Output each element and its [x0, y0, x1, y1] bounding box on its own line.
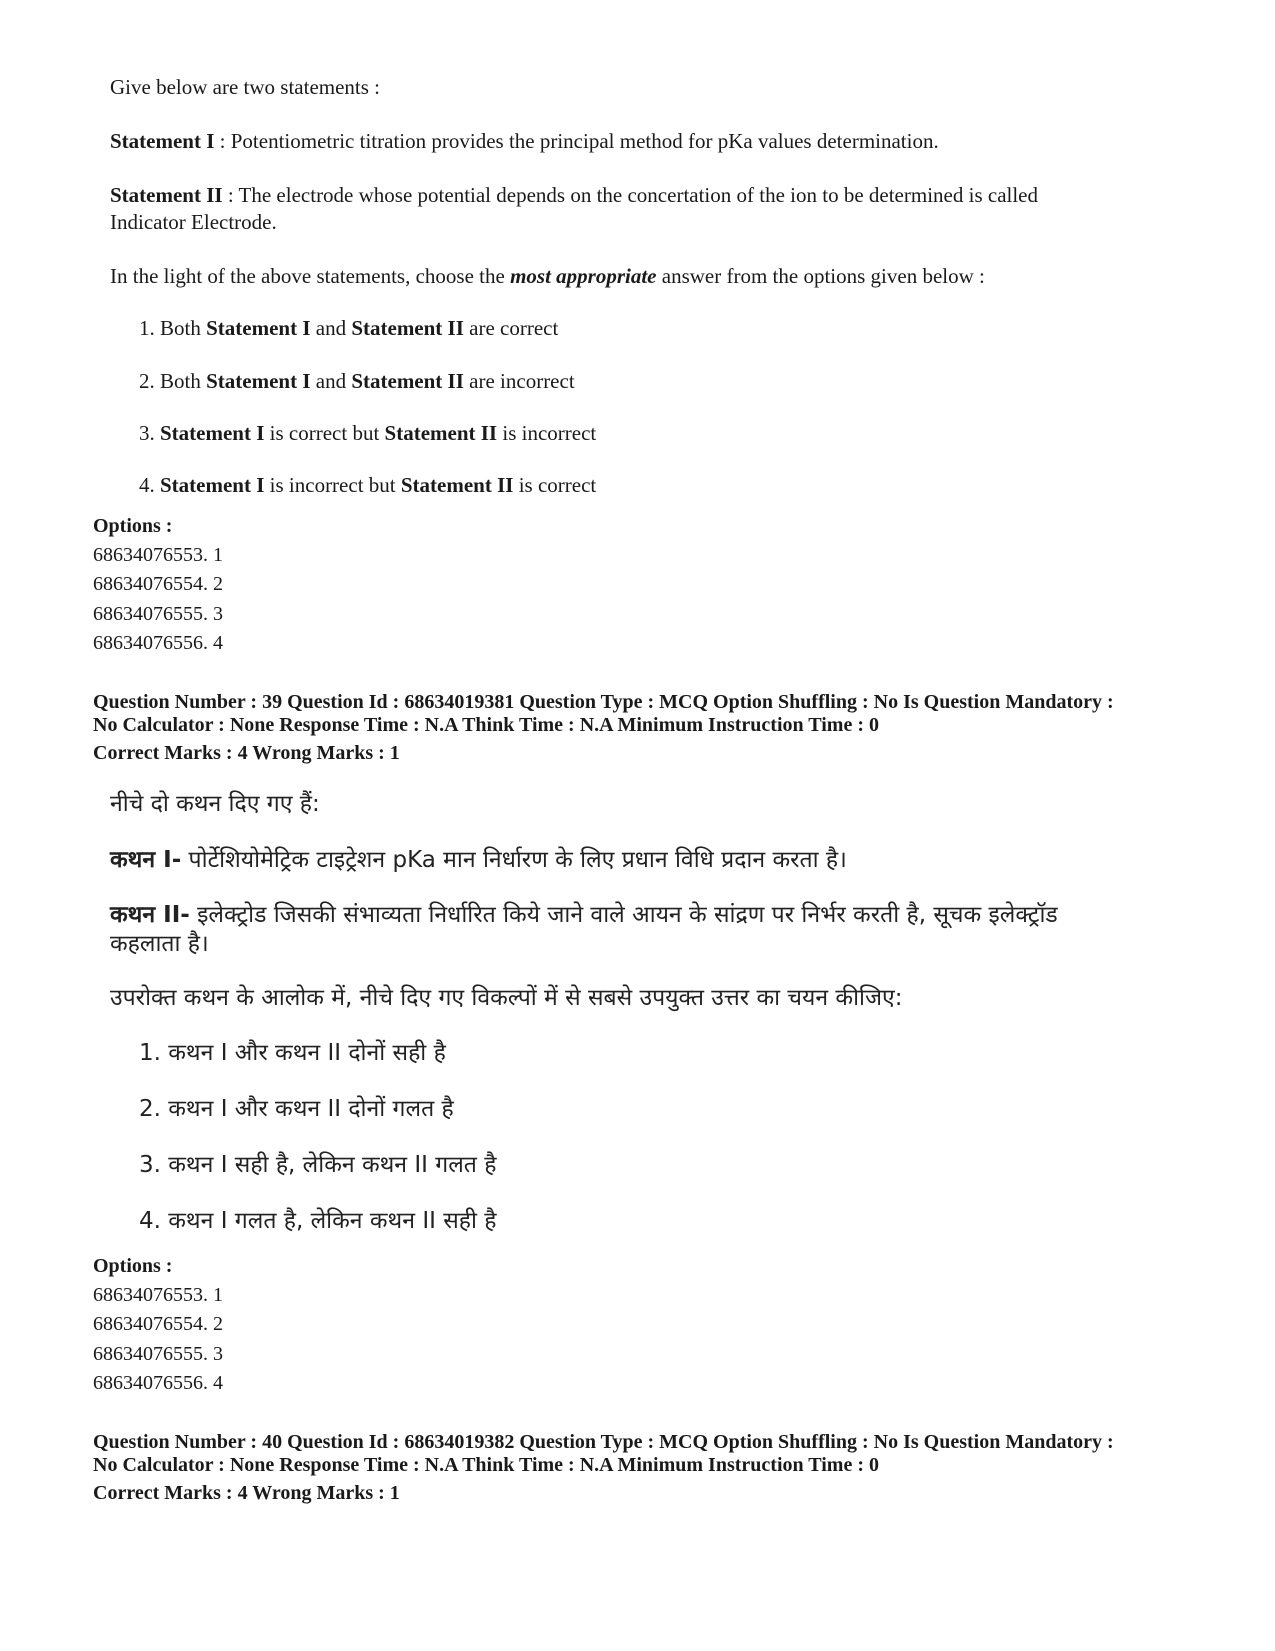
- q39-hi-statement-2-cont: कहलाता है।: [110, 931, 209, 957]
- q39-hi-choice-3: 3. कथन I सही है, लेकिन कथन II गलत है: [139, 1152, 497, 1178]
- q39-hi-statement-2: [110, 899, 1058, 931]
- q39-hi-choice-1: 1. कथन I और कथन II दोनों सही है: [139, 1040, 446, 1066]
- q39-hi-choice-2: 2. कथन I और कथन II दोनों गलत है: [139, 1096, 454, 1122]
- prompt-pre: In the light of the above statements, choose the: [110, 264, 511, 288]
- q39-hi-statement-1: [110, 844, 847, 876]
- q38-choice-2: 2. Both Statement I and Statement II are incorrect: [139, 369, 575, 393]
- q38-prompt: [110, 262, 985, 290]
- option-id: 68634076553. 1: [93, 1284, 223, 1306]
- option-id: 68634076555. 3: [93, 602, 223, 625]
- option-id: 68634076553. 1: [93, 544, 223, 566]
- q39-meta-line-3: Correct Marks : 4 Wrong Marks : 1: [93, 742, 400, 764]
- q38-statement-1: [110, 127, 939, 155]
- q39-hi-choice-4: 4. कथन I गलत है, लेकिन कथन II सही है: [139, 1208, 497, 1234]
- q39-meta-line-2: No Calculator : None Response Time : N.A Think Time : N.A Minimum Instruction Time : 0: [93, 714, 879, 736]
- option-id: 68634076556. 4: [93, 1371, 223, 1394]
- statement-2-text: : The electrode whose potential depends on the concertation of the ion to be determined is called: [222, 183, 1038, 207]
- q39-hi-prompt: उपरोक्त कथन के आलोक में, नीचे दिए गए विकल्पों में से सबसे उपयुक्त उत्तर का चयन कीजिए:: [110, 985, 903, 1011]
- statement-1-text: : Potentiometric titration provides the principal method for pKa values determination.: [214, 129, 939, 153]
- q38-statement-2: [110, 181, 1038, 209]
- q38-choice-1: 1. Both Statement I and Statement II are correct: [139, 316, 559, 340]
- prompt-emphasis: most appropriate: [510, 264, 657, 288]
- option-id: 68634076554. 2: [93, 1313, 223, 1336]
- q38-options-list: [93, 541, 223, 658]
- option-id: 68634076554. 2: [93, 573, 223, 596]
- q39-meta-line-1: Question Number : 39 Question Id : 68634019381 Question Type : MCQ Option Shuffling : No Is Question Mandatory :: [93, 691, 1114, 713]
- q39-options-list: [93, 1281, 223, 1398]
- q38-choice-4: 4. Statement I is incorrect but Statement II is correct: [139, 473, 597, 497]
- q38-intro: Give below are two statements :: [110, 75, 381, 99]
- statement-2-label: Statement II: [110, 183, 223, 207]
- q39-options-label: Options :: [93, 1255, 173, 1277]
- q38-statement-2-cont: Indicator Electrode.: [110, 210, 277, 234]
- q40-meta-line-2: No Calculator : None Response Time : N.A Think Time : N.A Minimum Instruction Time : 0: [93, 1454, 879, 1476]
- option-id: 68634076556. 4: [93, 631, 223, 654]
- q38-choice-3: 3. Statement I is correct but Statement II is incorrect: [139, 421, 597, 445]
- option-id: 68634076555. 3: [93, 1342, 223, 1365]
- q40-meta-line-3: Correct Marks : 4 Wrong Marks : 1: [93, 1482, 400, 1504]
- hi-statement-2-text: इलेक्ट्रोड जिसकी संभाव्यता निर्धारित किये जाने वाले आयन के सांद्रण पर निर्भर करती है, सूचक इलेक्ट्रॉड: [189, 902, 1058, 928]
- hi-statement-2-label: कथन II-: [110, 902, 190, 928]
- hi-statement-1-label: कथन I-: [110, 847, 182, 873]
- q38-options-label: Options :: [93, 515, 173, 537]
- hi-statement-1-text: पोर्टेशियोमेट्रिक टाइट्रेशन pKa मान निर्धारण के लिए प्रधान विधि प्रदान करता है।: [181, 847, 847, 873]
- q40-meta-line-1: Question Number : 40 Question Id : 68634019382 Question Type : MCQ Option Shuffling : No Is Question Mandatory :: [93, 1431, 1114, 1453]
- prompt-post: answer from the options given below :: [656, 264, 985, 288]
- statement-1-label: Statement I: [110, 129, 215, 153]
- q39-hi-intro: नीचे दो कथन दिए गए हैं:: [110, 791, 320, 817]
